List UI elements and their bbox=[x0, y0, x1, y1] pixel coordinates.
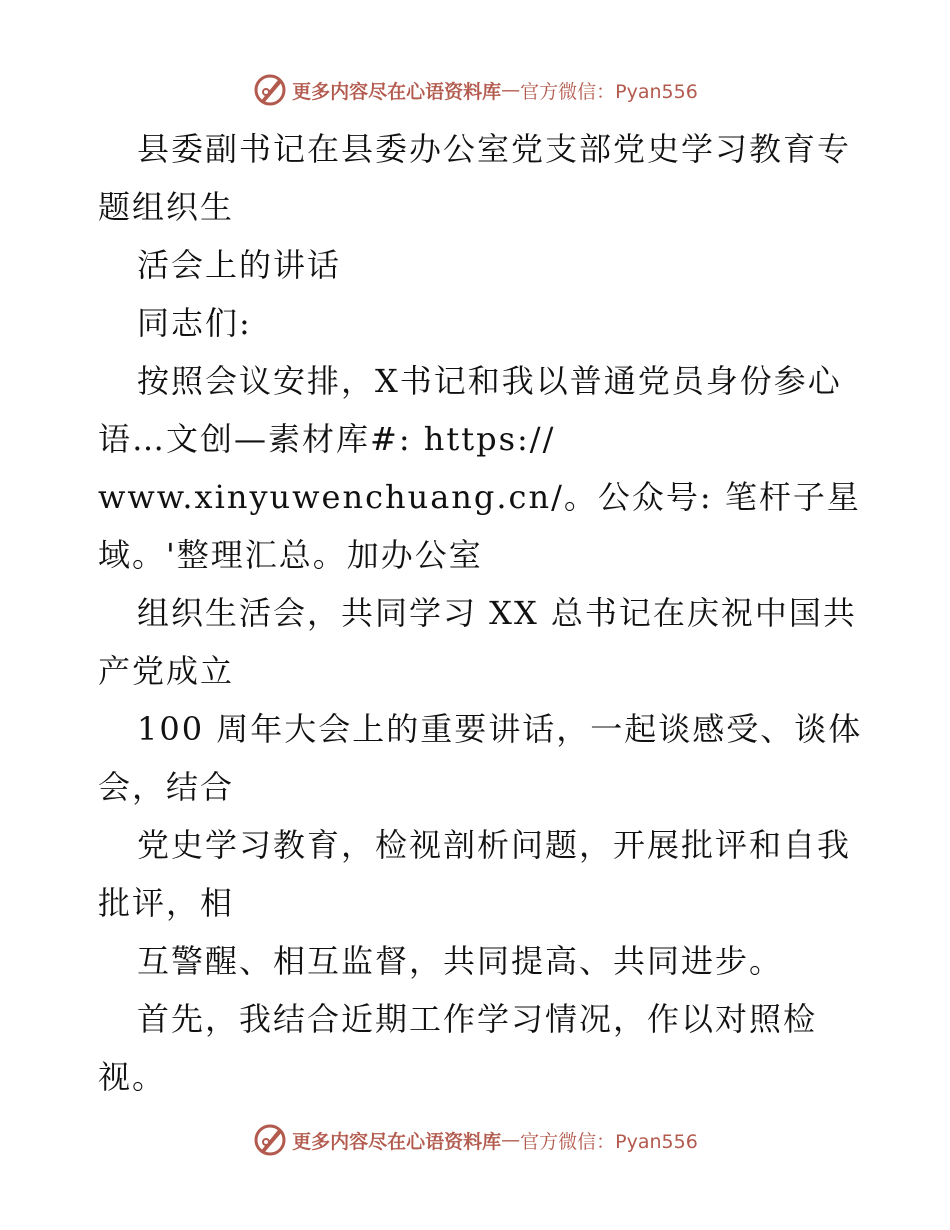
banner-dash: — bbox=[501, 1129, 521, 1151]
quill-pen-logo-icon bbox=[252, 72, 288, 108]
document-line: 产党成立 bbox=[98, 652, 235, 690]
document-line: 互警醒、相互监督，共同提高、共同进步。 bbox=[137, 942, 784, 980]
banner-dash: — bbox=[501, 79, 521, 101]
banner-wechat: 官方微信：Pyan556 bbox=[520, 80, 698, 103]
document-line: 批评，相 bbox=[98, 884, 235, 922]
banner-text: 更多内容尽在心语资料库 bbox=[292, 1130, 502, 1153]
document-line: 组织生活会，共同学习 XX 总书记在庆祝中国共 bbox=[137, 594, 857, 632]
document-line: www.xinyuwenchuang.cn/。公众号: 笔杆子星 bbox=[98, 478, 861, 516]
document-line: 首先，我结合近期工作学习情况，作以对照检 bbox=[137, 1000, 818, 1038]
document-line: 活会上的讲话 bbox=[137, 246, 342, 284]
document-line: 视。 bbox=[98, 1058, 167, 1096]
document-line: 100 周年大会上的重要讲话，一起谈感受、谈体 bbox=[137, 710, 863, 748]
document-line: 题组织生 bbox=[98, 188, 235, 226]
document-line: 域。'整理汇总。加办公室 bbox=[98, 536, 483, 574]
document-line: 按照会议安排，X书记和我以普通党员身份参心 bbox=[137, 362, 842, 400]
banner-text: 更多内容尽在心语资料库 bbox=[292, 80, 502, 103]
document-line: 语…文创—素材库#: https:// bbox=[98, 420, 556, 458]
quill-pen-logo-icon bbox=[252, 1122, 288, 1158]
document-line: 县委副书记在县委办公室党支部党史学习教育专 bbox=[137, 130, 852, 168]
document-line: 同志们: bbox=[137, 304, 252, 342]
document-body bbox=[98, 120, 868, 1106]
footer-banner bbox=[0, 1118, 950, 1162]
document-line: 会，结合 bbox=[98, 768, 235, 806]
header-banner bbox=[0, 68, 950, 112]
banner-wechat: 官方微信：Pyan556 bbox=[520, 1130, 698, 1153]
document-line: 党史学习教育，检视剖析问题，开展批评和自我 bbox=[137, 826, 852, 864]
